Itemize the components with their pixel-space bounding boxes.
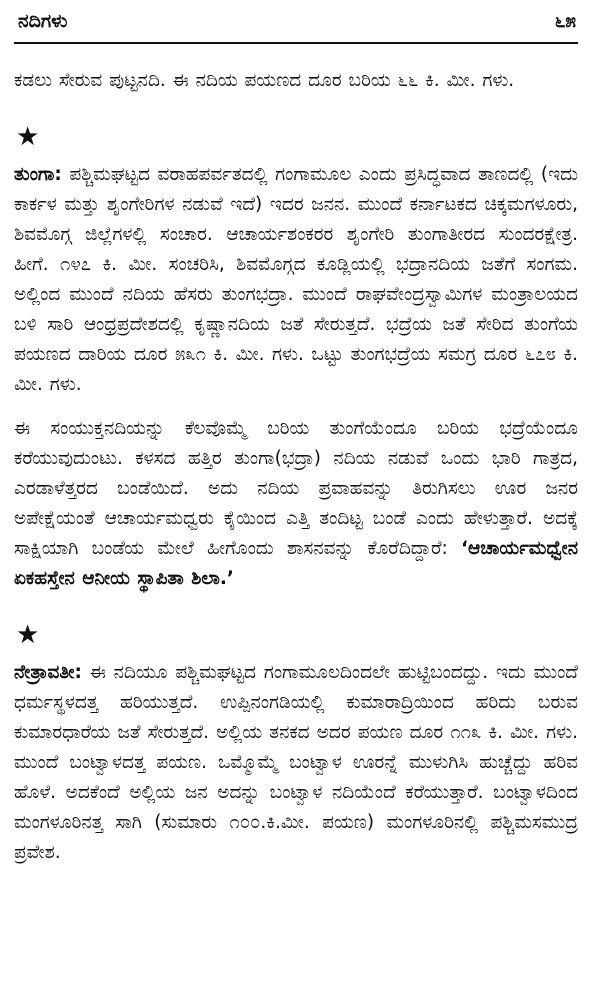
term-tunga: ತುಂಗಾ: bbox=[14, 164, 62, 185]
paragraph-tunga bbox=[14, 160, 578, 400]
star-icon: ★ bbox=[16, 620, 40, 650]
netravati-description: ಈ ನದಿಯೂ ಪಶ್ಚಿಮಘಟ್ಟದ ಗಂಗಾಮೂಲದಿಂದಲೇ ಹುಟ್ಟಿಬಂದದ್ದು. ಇದು ಮುಂದೆ ಧರ್ಮಸ್ಥಳದತ್ತ ಹರಿಯುತ್ತದೆ. ಉಪ್ಪಿನಂಗಡಿಯಲ್ಲಿ ಕುಮಾರಾದ್ರಿಯಿಂದ ಹರಿದು ಬರುವ ಕುಮಾರಧಾರೆಯ ಜತೆ ಸೇರುತ್ತದೆ. ಅಲ್ಲಿಯ ತನಕದ ಅದರ ಪಯಣ ದೂರ ೧೧೩ ಕಿ. ಮೀ. ಗಳು. ಮುಂದೆ ಬಂಟ್ವಾಳದತ್ತ ಪಯಣ. ಒಮ್ಮೊಮ್ಮೆ ಬಂಟ್ವಾಳ ಊರನ್ನೆ ಮುಳುಗಿಸಿ ಹುಚ್ಚೆದ್ದು ಹರಿವ ಹೊಳೆ. ಅದಕೆಂದೆ ಅಲ್ಲಿಯ ಜನ ಅದನ್ನು ಬಂಟ್ವಾಳ ನದಿಯೆಂದೆ ಕರೆಯುತ್ತಾರೆ. ಬಂಟ್ವಾಳದಿಂದ ಮಂಗಳೂರಿನತ್ತ ಸಾಗಿ (ಸುಮಾರು ೧೦೦.ಕಿ.ಮೀ. ಪಯಣ) ಮಂಗಳೂರಿನಲ್ಲಿ ಪಶ್ಚಿಮಸಮುದ್ರ ಪ್ರವೇಶ. bbox=[14, 662, 578, 863]
paragraph-netravati bbox=[14, 658, 578, 868]
chapter-title: ನದಿಗಳು bbox=[18, 10, 68, 32]
paragraph-combined-river bbox=[14, 414, 578, 594]
term-netravati: ನೇತ್ರಾವತೀ: bbox=[14, 662, 82, 683]
star-icon: ★ bbox=[16, 122, 40, 152]
inscription-quote: ‘ಆಚಾರ್ಯಮಧ್ವೇನ ಏಕಹಸ್ತೇನ ಆನೀಯ ಸ್ಥಾಪಿತಾ ಶಿಲಾ.’ bbox=[14, 538, 578, 589]
combined-river-description: ಈ ಸಂಯುಕ್ತನದಿಯನ್ನು ಕೆಲವೊಮ್ಮೆ ಬರಿಯ ತುಂಗೆಯೆಂದೂ ಬರಿಯ ಭದ್ರೆಯೆಂದೂ ಕರೆಯುವುದುಂಟು. ಕಳಸದ ಹತ್ತಿರ ತುಂಗಾ(ಭದ್ರಾ) ನದಿಯ ನಡುವೆ ಒಂದು ಭಾರಿ ಗಾತ್ರದ, ಎರಡಾಳೆತ್ತರದ ಬಂಡೆಯಿದೆ. ಅದು ನದಿಯ ಪ್ರವಾಹವನ್ನು ತಿರುಗಿಸಲು ಊರ ಜನರ ಅಪೇಕ್ಷೆಯಂತೆ ಆಚಾರ್ಯಮಧ್ವರು ಕೈಯಿಂದ ಎತ್ತಿ ತಂದಿಟ್ಟ ಬಂಡೆ ಎಂದು ಹೇಳುತ್ತಾರೆ. ಅದಕ್ಕೆ ಸಾಕ್ಷಿಯಾಗಿ ಬಂಡೆಯ ಮೇಲೆ ಹೀಗೊಂದು ಶಾಸನವನ್ನು ಕೊರೆದಿದ್ದಾರೆ: bbox=[14, 418, 578, 559]
tunga-description: ಪಶ್ಚಿಮಘಟ್ಟದ ವರಾಹಪರ್ವತದಲ್ಲಿ ಗಂಗಾಮೂಲ ಎಂದು ಪ್ರಸಿದ್ಧವಾದ ತಾಣದಲ್ಲಿ (ಇದು ಕಾರ್ಕಳ ಮತ್ತು ಶೃಂಗೇರಿಗಳ ನಡುವೆ ಇದೆ) ಇದರ ಜನನ. ಮುಂದೆ ಕರ್ನಾಟಕದ ಚಿಕ್ಕಮಗಳೂರು, ಶಿವಮೊಗ್ಗ ಜಿಲ್ಲೆಗಳಲ್ಲಿ ಸಂಚಾರ. ಆಚಾರ್ಯಶಂಕರರ ಶೃಂಗೇರಿ ತುಂಗಾತೀರದ ಸುಂದರಕ್ಷೇತ್ರ. ಹೀಗೆ. ೧೪೭ ಕಿ. ಮೀ. ಸಂಚರಿಸಿ, ಶಿವಮೊಗ್ಗದ ಕೂಡ್ಲಿಯಲ್ಲಿ ಭದ್ರಾನದಿಯ ಜತೆಗೆ ಸಂಗಮ. ಅಲ್ಲಿಂದ ಮುಂದೆ ನದಿಯ ಹೆಸರು ತುಂಗಭದ್ರಾ. ಮುಂದೆ ರಾಘವೇಂದ್ರಸ್ವಾಮಿಗಳ ಮಂತ್ರಾಲಯದ ಬಳಿ ಸಾರಿ ಆಂಧ್ರಪ್ರದೇಶದಲ್ಲಿ ಕೃಷ್ಣಾನದಿಯ ಜತೆ ಸೇರುತ್ತದೆ. ಭದ್ರೆಯ ಜತೆ ಸೇರಿದ ತುಂಗೆಯ ಪಯಣದ ದಾರಿಯ ದೂರ ೫೩೧ ಕಿ. ಮೀ. ಗಳು. ಒಟ್ಟು ತುಂಗಭದ್ರೆಯ ಸಮಗ್ರ ದೂರ ೬೭೮ ಕಿ. ಮೀ. ಗಳು. bbox=[14, 164, 578, 395]
page-number: ೬೫ bbox=[554, 10, 576, 32]
running-header bbox=[14, 4, 578, 44]
paragraph-intro: ಕಡಲು ಸೇರುವ ಪುಟ್ಟನದಿ. ಈ ನದಿಯ ಪಯಣದ ದೂರ ಬರಿಯ ೬೬ ಕಿ. ಮೀ. ಗಳು. bbox=[14, 70, 515, 91]
